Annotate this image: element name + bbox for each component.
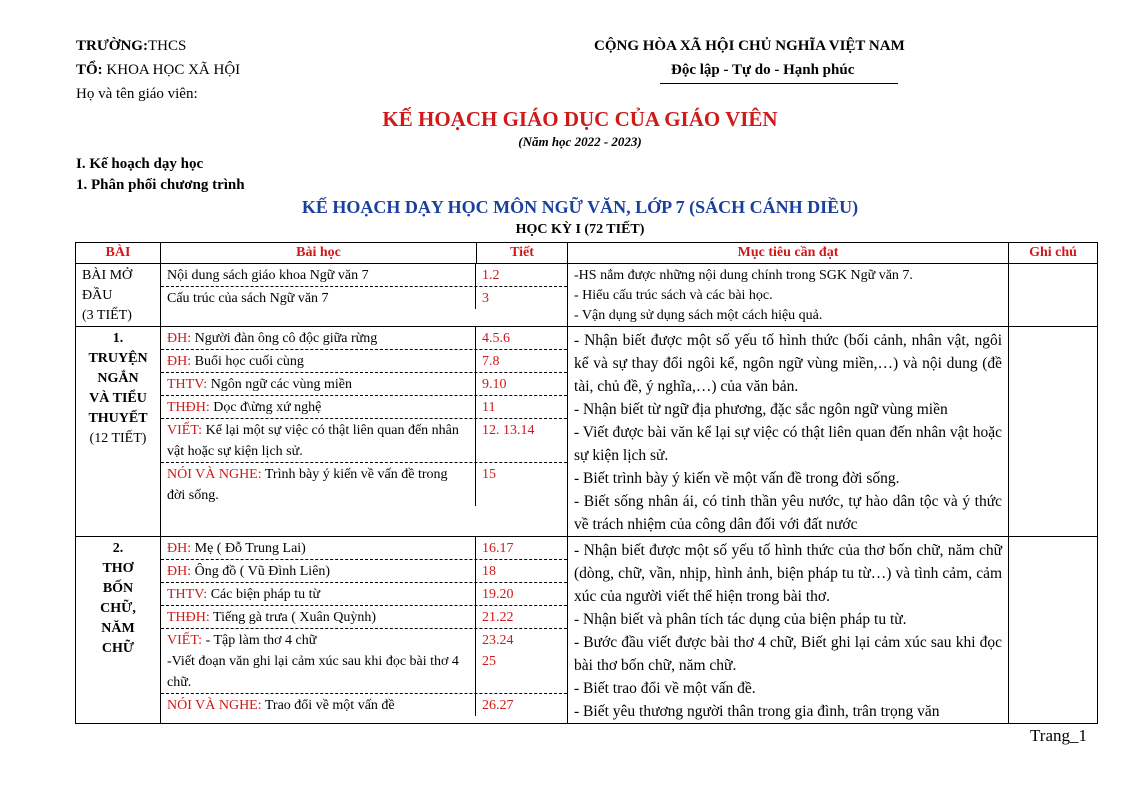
lesson-item: [161, 537, 567, 559]
lesson-name-line: (12 TIẾT): [89, 431, 147, 446]
lesson-name-line: BÀI MỞ: [82, 268, 133, 283]
lesson-item-text: [161, 419, 476, 462]
lesson-name-line: THUYẾT: [88, 411, 148, 426]
lesson-item-text: [161, 463, 476, 506]
objectives-cell: [568, 537, 1009, 724]
lesson-item: [161, 605, 567, 628]
lesson-category: VIẾT:: [167, 423, 203, 438]
lesson-item: [161, 395, 567, 418]
table-row: [76, 264, 1098, 327]
lesson-name-line: ĐẦU: [82, 288, 113, 303]
lesson-category: THTV:: [167, 587, 208, 602]
lesson-items-cell: [161, 327, 568, 537]
lesson-periods: 1.2: [482, 268, 500, 283]
subsection-heading: 1. Phân phối chương trình: [76, 177, 245, 193]
page-number: Trang_1: [1030, 726, 1087, 745]
objectives-cell: [568, 327, 1009, 537]
notes-cell: [1009, 537, 1098, 724]
lesson-periods: 16.17: [482, 541, 514, 556]
lesson-periods: 18: [482, 564, 496, 579]
lesson-name-line: NĂM: [101, 621, 135, 636]
lesson-periods: 19.20: [482, 587, 514, 602]
objective-item: - Nhận biết từ ngữ địa phương, đặc sắc ngôn ngữ vùng miền: [574, 401, 948, 418]
lesson-name-cell: [76, 327, 161, 537]
lesson-item-text: [161, 694, 476, 716]
lesson-category: NÓI VÀ NGHE:: [167, 698, 262, 713]
header-objectives: Mục tiêu cần đạt: [568, 243, 1009, 264]
header-lesson-content: [161, 243, 568, 264]
lesson-item: [161, 372, 567, 395]
lesson-category: ĐH:: [167, 541, 192, 556]
document-title: KẾ HOẠCH GIÁO DỤC CỦA GIÁO VIÊN: [382, 107, 778, 131]
lesson-name-line: CHỮ,: [100, 601, 136, 616]
lesson-periods: 12. 13.14: [482, 423, 535, 438]
section-heading: I. Kế hoạch dạy học: [76, 156, 204, 172]
lesson-name-line: THƠ: [102, 561, 134, 576]
lesson-periods: 21.22: [482, 610, 514, 625]
objective-item: - Hiểu cấu trúc sách và các bài học.: [574, 288, 773, 303]
lesson-item-text: [161, 583, 476, 605]
lesson-title: Kể lại một sự việc có thật liên quan đến nhân vật hoặc sự kiện lịch sử.: [167, 423, 459, 459]
lesson-item: [161, 693, 567, 716]
lesson-category: THTV:: [167, 377, 208, 392]
lesson-title: Ngôn ngữ các vùng miền: [207, 377, 353, 392]
lesson-item: [161, 327, 567, 349]
school-year: (Năm học 2022 - 2023): [518, 134, 642, 149]
notes-cell: [1009, 264, 1098, 327]
objective-item: - Biết trình bày ý kiến về một vấn đề trong đời sống.: [574, 470, 900, 487]
lesson-periods: 15: [482, 467, 496, 482]
lesson-item-text: [161, 373, 476, 395]
lesson-category: ĐH:: [167, 354, 192, 369]
lesson-title: Trình bày ý kiến về vấn đề trong đời sống.: [167, 467, 448, 503]
lesson-category: NÓI VÀ NGHE:: [167, 467, 262, 482]
objective-item: - Nhận biết được một số yếu tố hình thức (bối cảnh, nhân vật, ngôi kể và sự thay đổi ngôi kể, ngôn ngữ vùng miền,…) và nội dung (đề tài, chủ đề, ý nghĩa,…) của văn bản.: [574, 332, 1003, 395]
header-notes: Ghi chú: [1009, 243, 1098, 264]
teacher-name-label: Họ và tên giáo viên:: [76, 86, 198, 102]
lesson-periods: 9.10: [482, 377, 507, 392]
lesson-periods: 4.5.6: [482, 331, 510, 346]
lesson-item-text: [161, 537, 476, 559]
lesson-periods: 7.8: [482, 354, 500, 369]
department-label: TỔ:: [76, 62, 103, 78]
lesson-item-text: [161, 264, 476, 286]
lesson-item-text: [161, 396, 476, 418]
objective-item: - Viết được bài văn kể lại sự việc có thật liên quan đến nhân vật hoặc sự kiện lịch sử.: [574, 424, 1003, 464]
objective-item: - Vận dụng sử dụng sách một cách hiệu quả.: [574, 308, 823, 323]
header-period: Tiết: [510, 245, 534, 260]
lesson-item: [161, 264, 567, 286]
objective-item: - Nhận biết và phân tích tác dụng của biện pháp tu từ.: [574, 611, 907, 628]
objective-item: -HS nắm được những nội dung chính trong SGK Ngữ văn 7.: [574, 268, 913, 283]
plan-title: KẾ HOẠCH DẠY HỌC MÔN NGỮ VĂN, LỚP 7 (SÁCH CÁNH DIỀU): [301, 197, 859, 217]
lesson-name-line: CHỮ: [101, 641, 135, 656]
lesson-item-text: [161, 350, 476, 372]
lesson-category: ĐH:: [167, 331, 192, 346]
lesson-item: [161, 286, 567, 309]
lesson-name-line: (3 TIẾT): [82, 308, 132, 323]
lesson-title: Trao đổi về một vấn đề: [261, 698, 395, 713]
lesson-item-text: [161, 629, 476, 693]
objective-item: - Bước đầu viết được bài thơ 4 chữ, Biết ghi lại cảm xúc sau khi đọc bài thơ bốn chữ, năm chữ.: [574, 634, 1003, 674]
header-lesson-name: Bài học: [161, 243, 477, 263]
school-value: THCS: [147, 38, 187, 54]
lesson-item: [161, 559, 567, 582]
lesson-item: [161, 418, 567, 462]
lesson-item: [161, 628, 567, 693]
lesson-periods: 26.27: [482, 698, 514, 713]
lesson-title: Nội dung sách giáo khoa Ngữ văn 7: [167, 268, 369, 283]
lesson-item-text: [161, 560, 476, 582]
lesson-periods: 3: [482, 291, 489, 306]
lesson-name-line: VÀ TIỂU: [89, 391, 147, 406]
lesson-title: - Tập làm thơ 4 chữ -Viết đoạn văn ghi lại cảm xúc sau khi đọc bài thơ 4 chữ.: [167, 633, 459, 690]
lesson-periods: 11: [482, 400, 496, 415]
lesson-category: VIẾT:: [167, 633, 203, 648]
lesson-category: ĐH:: [167, 564, 192, 579]
lesson-item-text: [161, 327, 476, 349]
objective-item: - Biết yêu thương người thân trong gia đình, trân trọng văn: [574, 703, 940, 720]
department-line: [76, 60, 240, 80]
term-title: HỌC KỲ I (72 TIẾT): [515, 222, 645, 237]
lesson-name-line: 1.: [112, 331, 124, 346]
lesson-name-line: 2.: [112, 541, 124, 556]
lesson-title: Dọc đ\ừng xứ nghệ: [209, 400, 322, 415]
lesson-item: [161, 582, 567, 605]
table-row: [76, 327, 1098, 537]
lesson-periods: 23.24 25: [482, 633, 514, 669]
lesson-plan-table: [75, 242, 1098, 724]
lesson-name-line: BỐN: [102, 581, 134, 596]
notes-cell: [1009, 327, 1098, 537]
header-lesson: BÀI: [76, 243, 161, 264]
objective-item: - Nhận biết được một số yếu tố hình thức của thơ bốn chữ, năm chữ (dòng, chữ, vần, nhịp, hình ảnh, biện pháp tu từ…) và tình cảm, cảm xúc của người viết thể hiện trong bài thơ.: [574, 542, 1003, 605]
lesson-title: Tiếng gà trưa ( Xuân Quỳnh): [209, 610, 377, 625]
national-motto: Độc lập - Tự do - Hạnh phúc: [671, 62, 855, 78]
school-line: [76, 36, 186, 56]
lesson-item-text: [161, 287, 476, 309]
lesson-title: Các biện pháp tu từ: [207, 587, 321, 602]
lesson-name-cell: [76, 537, 161, 724]
lesson-category: THĐH:: [167, 610, 210, 625]
objective-item: - Biết sống nhân ái, có tinh thần yêu nước, tự hào dân tộc và ý thức về trách nhiệm của công dân đối với đất nước: [574, 493, 1003, 533]
lesson-items-cell: [161, 264, 568, 327]
department-value: KHOA HỌC XÃ HỘI: [102, 62, 241, 78]
table-header-row: [76, 243, 1098, 264]
lesson-title: Người đàn ông cô độc giữa rừng: [191, 331, 378, 346]
lesson-title: Buổi học cuối cùng: [191, 354, 304, 369]
lesson-item: [161, 462, 567, 506]
motto-underline: [660, 83, 898, 84]
lesson-item: [161, 349, 567, 372]
republic-heading: CỘNG HÒA XÃ HỘI CHỦ NGHĨA VIỆT NAM: [594, 38, 905, 54]
table-row: [76, 537, 1098, 724]
lesson-items-cell: [161, 537, 568, 724]
objectives-cell: [568, 264, 1009, 327]
lesson-name-cell: [76, 264, 161, 327]
lesson-name-line: TRUYỆN: [88, 351, 148, 366]
lesson-title: Mẹ ( Đỗ Trung Lai): [191, 541, 306, 556]
lesson-title: Cấu trúc của sách Ngữ văn 7: [167, 291, 329, 306]
lesson-item-text: [161, 606, 476, 628]
lesson-category: THĐH:: [167, 400, 210, 415]
objective-item: - Biết trao đổi về một vấn đề.: [574, 680, 756, 697]
school-label: TRƯỜNG:: [76, 38, 148, 54]
lesson-name-line: NGẮN: [97, 371, 139, 386]
lesson-title: Ông đồ ( Vũ Đình Liên): [191, 564, 331, 579]
